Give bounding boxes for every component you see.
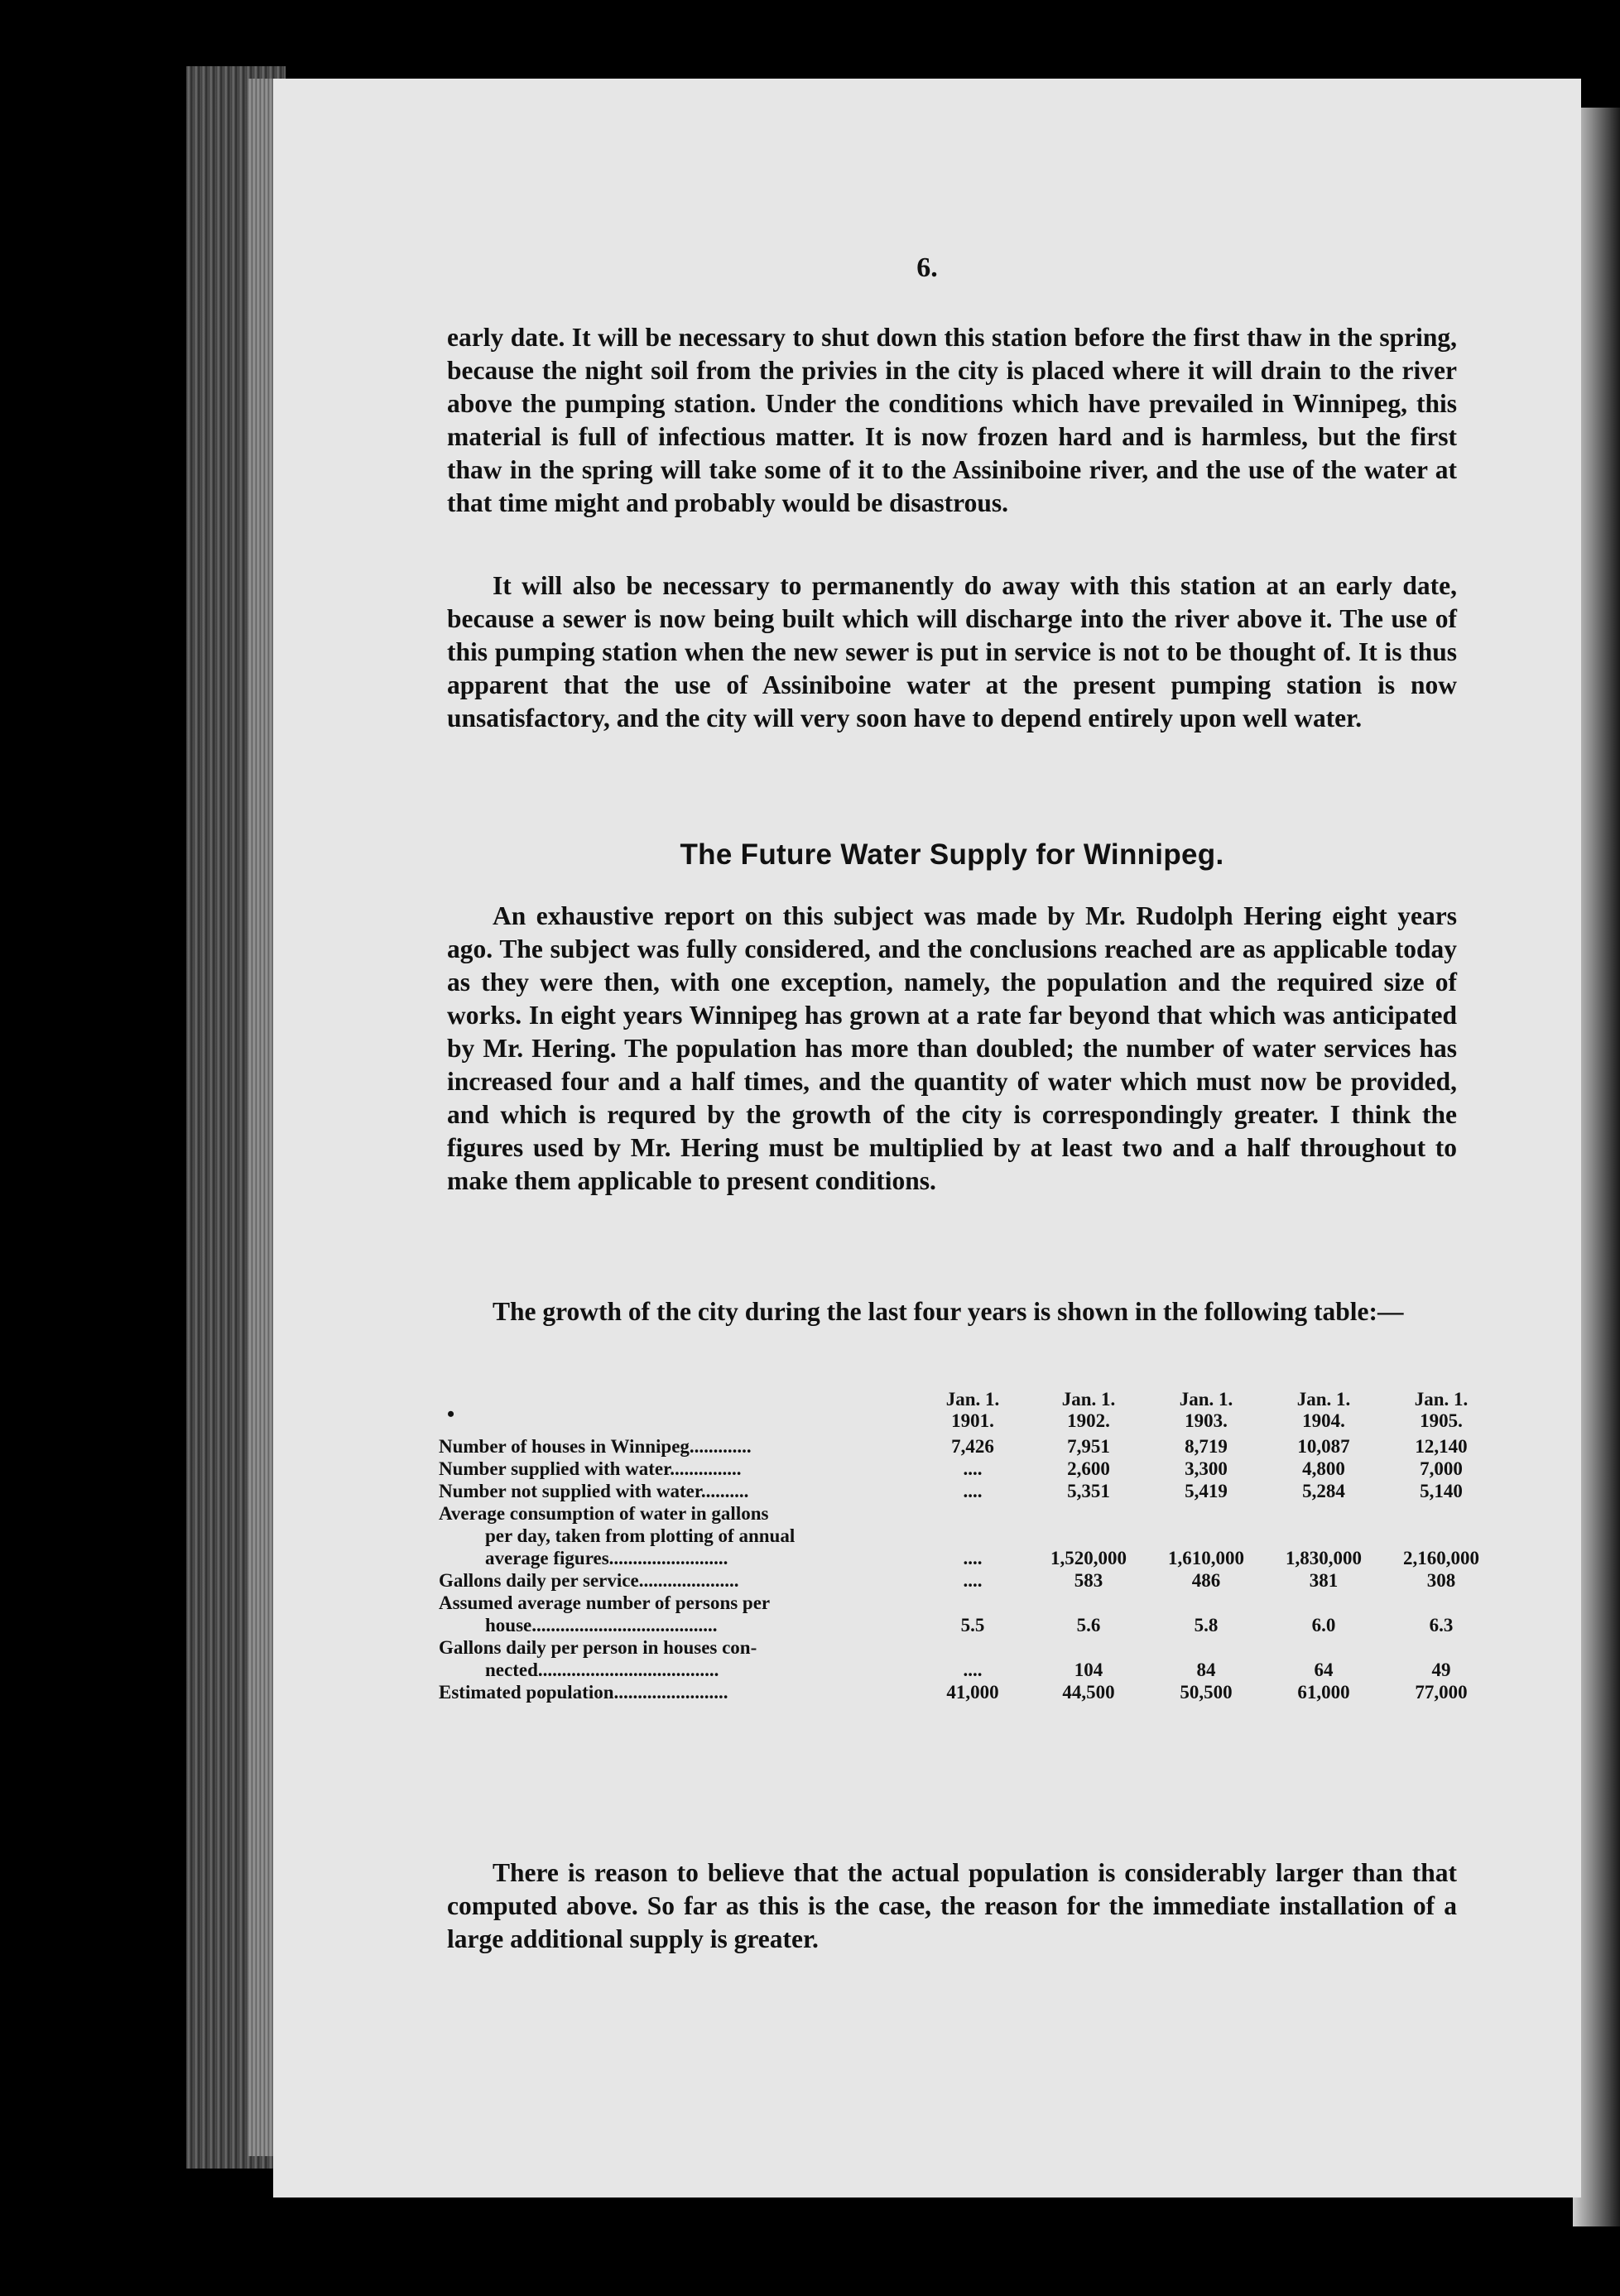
table-row: Average consumption of water in gallons per day, taken from plotting of annual average figures......................... .... 1,520,000 1,610,000 1,830,000 2,160,000 [439,1503,1479,1568]
table-row: Number of houses in Winnipeg............. 7,426 7,951 8,719 10,087 12,140 [439,1436,1468,1457]
paragraph-text: An exhaustive report on this subject was made by Mr. Rudolph Hering eight years ago. The subject was fully considered, and the conclusions reached are as applicable today as they were then, with one exception, namely, the population and the required size of works. In eight years Winnipeg has grown at a rate far beyond that which was anticipated by Mr. Hering. The population has more than doubled; the number of water services has increased four and a half times, and the quantity of water which must now be provided, and which is requred by the growth of the city is correspondingly greater. I think the figures used by Mr. Hering must be multiplied by at least two and a half throughout to make them applicable to present conditions. [447,901,1457,1195]
growth-table [439,1389,1479,1703]
table-row: Estimated population........................ 41,000 44,500 50,500 61,000 77,000 [439,1682,1468,1703]
page-number: 6. [916,252,938,283]
table-header [439,1389,1469,1435]
paragraph-conclusion [447,1856,1457,1956]
paragraph-text: There is reason to believe that the actual population is considerably larger than that computed above. So far as this is the case, the reason for the immediate installation of a large additional supply is greater. [447,1858,1457,1953]
paragraph-table-intro [447,1295,1457,1328]
paragraph-text: The growth of the city during the last four years is shown in the following table:— [493,1297,1404,1326]
table-row: Number supplied with water............... .... 2,600 3,300 4,800 7,000 [439,1458,1463,1479]
section-heading: The Future Water Supply for Winnipeg. [680,838,1224,871]
column-header: Jan. 1. 1901. [945,1389,1000,1431]
table-row: Number not supplied with water.......... .... 5,351 5,419 5,284 5,140 [439,1481,1463,1501]
book-page [273,79,1581,2198]
paragraph-hering-report [447,900,1457,1198]
paragraph-early-date [447,321,1457,520]
table-row: Gallons daily per service..................... .... 583 486 381 308 [439,1570,1456,1591]
paragraph-text: It will also be necessary to permanently do away with this station at an early date, because a sewer is now being built which will discharge into the river above it. The use of this pumping station when the new sewer is put in service is not to be thought of. It is thus apparent that the use of Assiniboine water at the present pumping station is now unsatisfactory, and the city will very soon have to depend entirely upon well water. [447,571,1457,733]
table-row: Assumed average number of persons per house....................................... 5.5 5.6 5.8 6.0 6.3 [439,1592,1454,1636]
table-bullet: • [447,1402,455,1426]
column-header: Jan. 1. 1904. [1296,1389,1351,1431]
paragraph-permanent-station [447,569,1457,735]
column-header: Jan. 1. 1903. [1179,1389,1233,1431]
column-header: Jan. 1. 1905. [1414,1389,1469,1431]
table-row: Gallons daily per person in houses con- nected...................................... .... 104 84 64 49 [439,1637,1451,1680]
column-header: Jan. 1. 1902. [1061,1389,1116,1431]
paragraph-text: early date. It will be necessary to shut down this station before the first thaw in the spring, because the night soil from the privies in the city is placed where it will drain to the river above the pumping station. Under the conditions which have prevailed in Winnipeg, this material is full of infectious matter. It is now frozen hard and is harmless, but the first thaw in the spring will take some of it to the Assiniboine river, and the use of the water at that time might and probably would be disastrous. [447,323,1457,517]
